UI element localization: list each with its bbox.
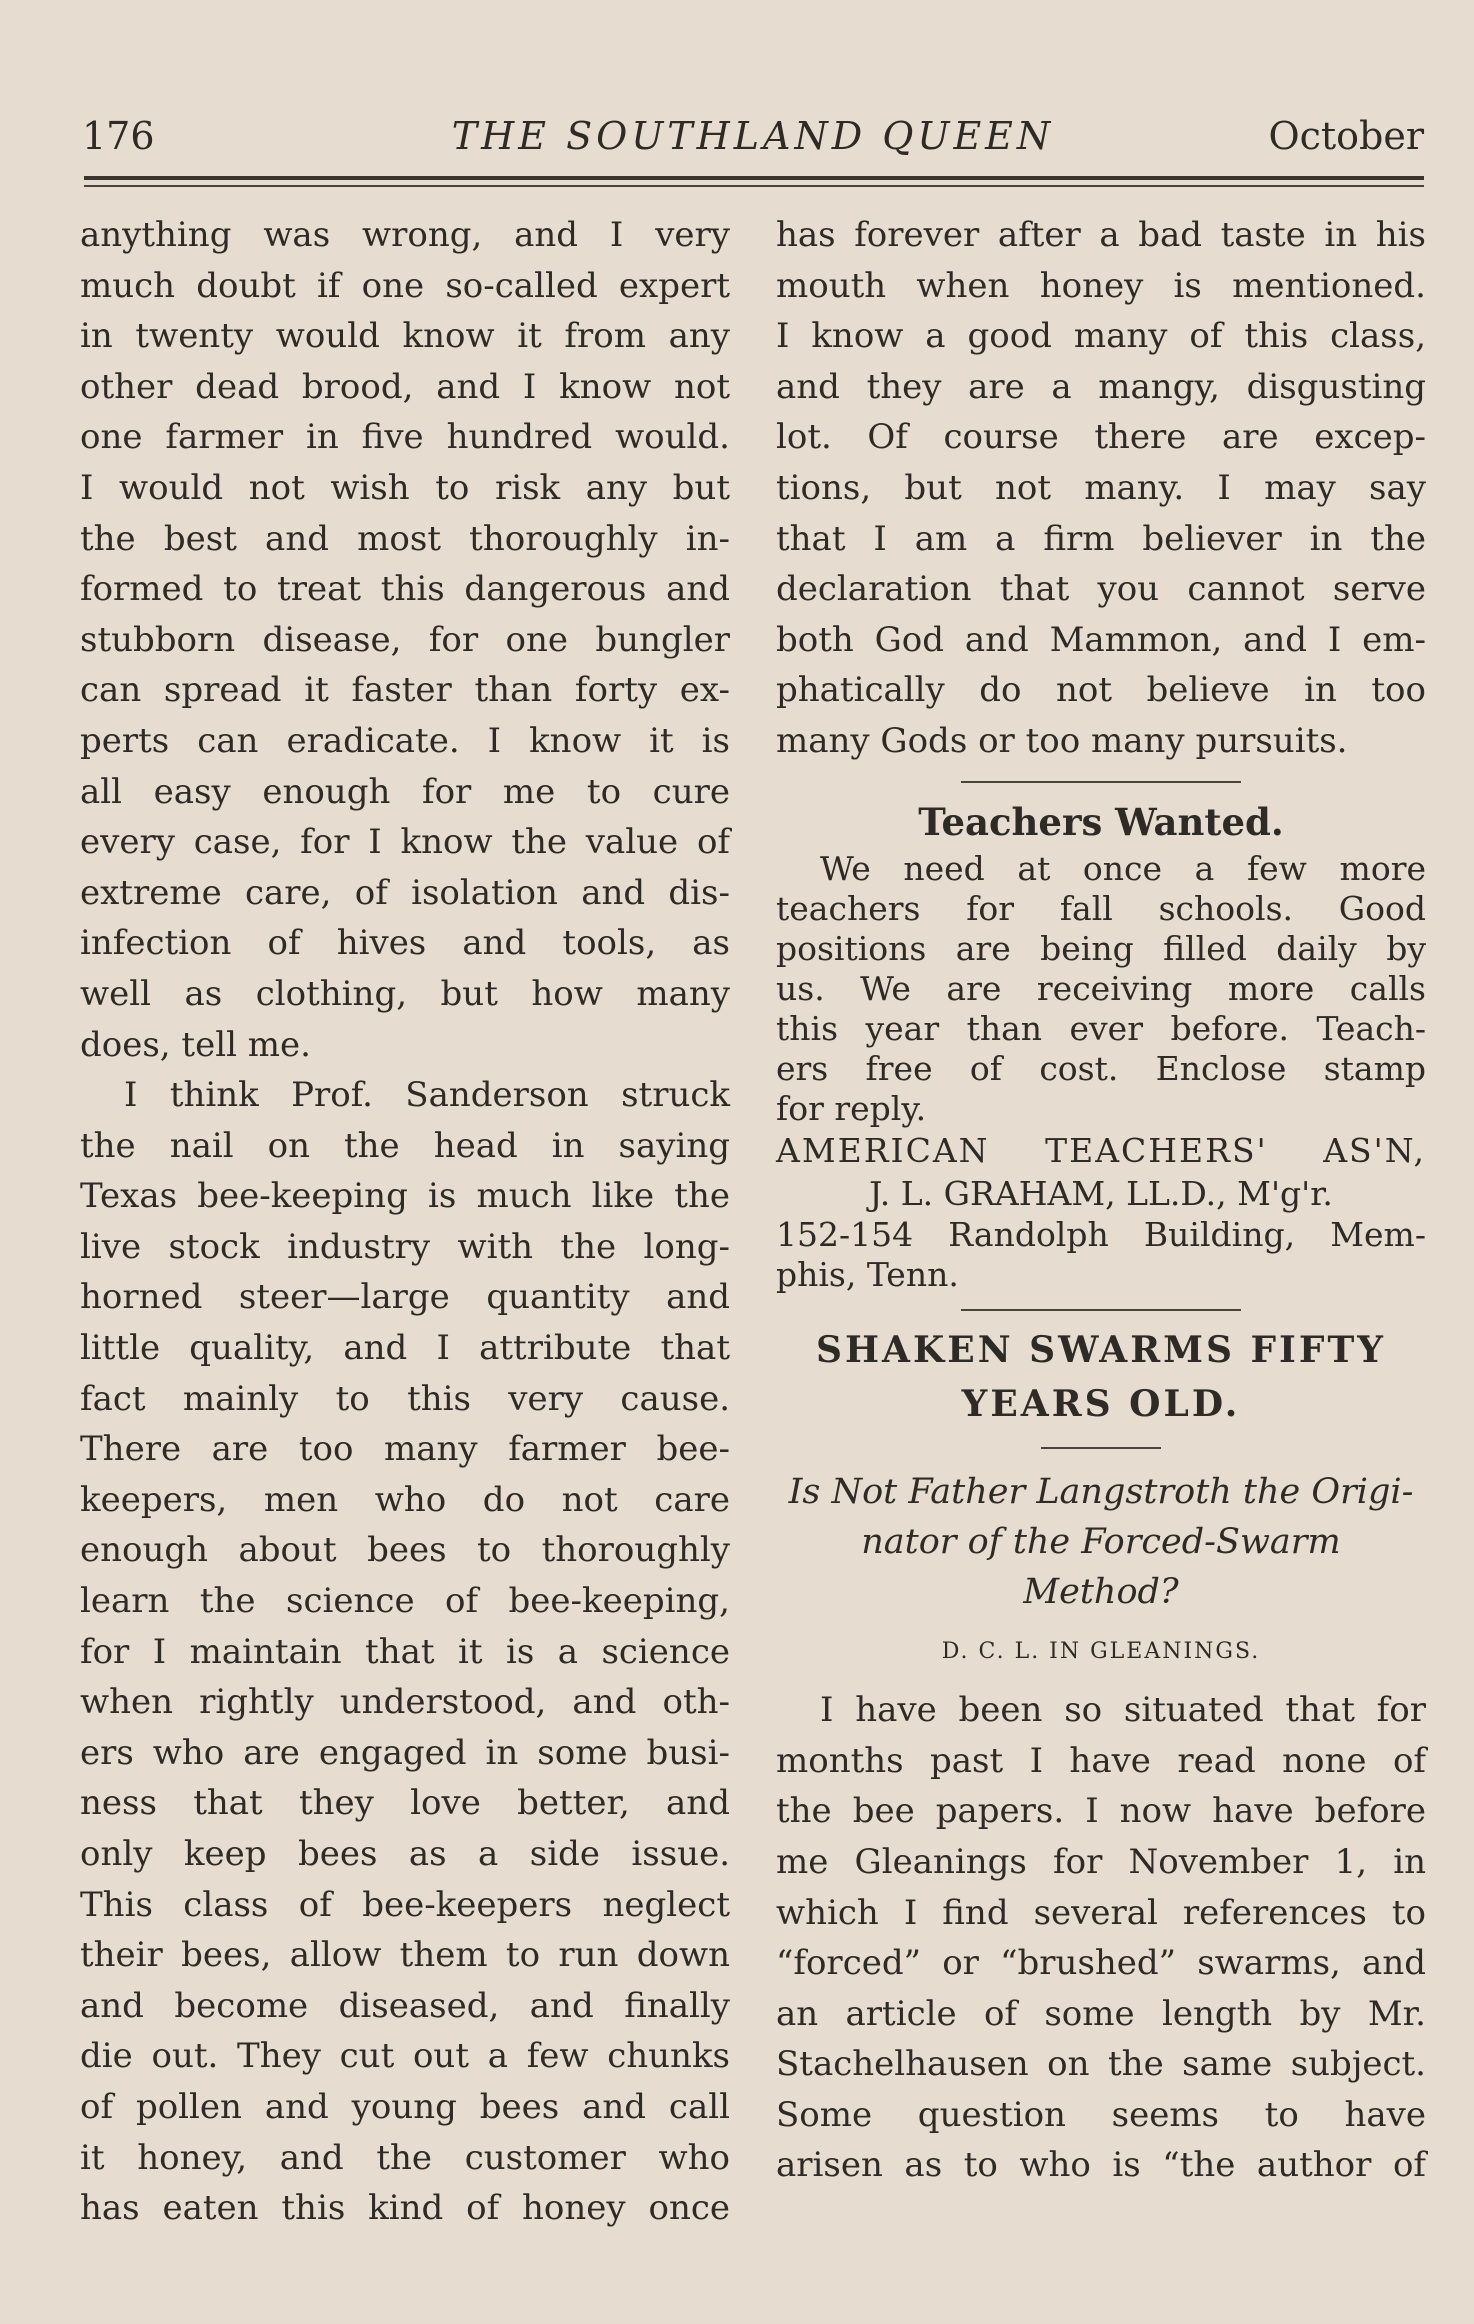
text-line: perts can eradicate. I know it is (80, 720, 730, 761)
text-line: much doubt if one so-called expert (80, 265, 730, 306)
ad-address-line: 152-154 Randolph Building, Mem- (776, 1214, 1426, 1254)
text-line: only keep bees as a side issue. (80, 1834, 730, 1874)
text-line: tions, but not many. I may say (776, 467, 1426, 508)
text-line: enough about bees to thoroughly (80, 1530, 730, 1571)
article-byline: D. C. L. IN GLEANINGS. (941, 1638, 1261, 1664)
text-line: it honey, and the customer who (80, 2137, 730, 2178)
section-divider (961, 1309, 1241, 1311)
text-line: both God and Mammon, and I em- (776, 619, 1426, 660)
text-line: I would not wish to risk any but (80, 467, 730, 508)
text-line: keepers, men who do not care (80, 1479, 730, 1520)
ad-line: for reply. (776, 1088, 927, 1128)
text-line: Some question seems to have (776, 2094, 1426, 2135)
text-line: can spread it faster than forty ex- (80, 670, 730, 711)
running-header (82, 108, 1424, 168)
text-line: one farmer in five hundred would. (80, 417, 730, 458)
text-line: has eaten this kind of honey once (80, 2188, 730, 2229)
text-line: live stock industry with the long- (80, 1226, 730, 1267)
text-line: phatically do not believe in too (776, 670, 1426, 711)
text-line: months past I have read none of (776, 1740, 1426, 1781)
issue-month: October (1268, 114, 1424, 158)
section-divider (961, 781, 1241, 783)
ad-line: positions are being filled daily by (776, 928, 1426, 968)
text-line: every case, for I know the value of (80, 822, 730, 863)
ad-line: us. We are receiving more calls (776, 968, 1426, 1008)
header-rule-thick (84, 176, 1424, 180)
text-line: arisen as to who is “the author of (776, 2145, 1426, 2186)
text-line: declaration that you cannot serve (776, 569, 1426, 610)
article-headline: SHAKEN SWARMS FIFTY (816, 1328, 1386, 1371)
ad-line: teachers for fall schools. Good (776, 888, 1426, 928)
left-column (80, 210, 730, 2234)
text-line: for I maintain that it is a science (80, 1631, 730, 1672)
text-line: their bees, allow them to run down (80, 1935, 730, 1976)
page-number: 176 (82, 114, 155, 158)
article-headline: YEARS OLD. (961, 1382, 1241, 1425)
text-line: which I find several references to (776, 1892, 1426, 1933)
journal-title: THE SOUTHLAND QUEEN (451, 114, 1055, 158)
text-line: mouth when honey is mentioned. (776, 265, 1426, 306)
article-subtitle (776, 1467, 1426, 1617)
ad-heading: Teachers Wanted. (918, 799, 1284, 844)
text-line: the best and most thoroughly in- (80, 518, 730, 559)
text-line: lot. Of course there are excep- (776, 417, 1426, 458)
text-line: I think Prof. Sanderson struck (124, 1075, 730, 1116)
text-line: me Gleanings for November 1, in (776, 1841, 1426, 1882)
text-line: horned steer—large quantity and (80, 1277, 730, 1318)
text-line: when rightly understood, and oth- (80, 1682, 730, 1723)
headline-divider (1041, 1447, 1161, 1449)
text-line: learn the science of bee-keeping, (80, 1581, 730, 1622)
ad-body (776, 849, 1426, 1295)
subtitle-line: nator of the Forced-Swarm (861, 1521, 1341, 1562)
ad-line: this year than ever before. Teach- (776, 1008, 1426, 1048)
text-line: does, tell me. (80, 1024, 311, 1065)
text-line: anything was wrong, and I very (80, 215, 730, 255)
text-line: the bee papers. I now have before (776, 1791, 1426, 1832)
ad-manager: J. L. GRAHAM, LL.D., M'g'r. (869, 1173, 1333, 1213)
text-line: that I am a firm believer in the (776, 518, 1426, 559)
text-line: an article of some length by Mr. (776, 1993, 1426, 2034)
text-line: stubborn disease, for one bungler (80, 619, 730, 660)
text-line: This class of bee-keepers neglect (80, 1884, 730, 1925)
text-line: fact mainly to this very cause. (80, 1378, 730, 1419)
text-line: die out. They cut out a few chunks (80, 2036, 730, 2077)
article (776, 1325, 1426, 2192)
text-line: extreme care, of isolation and dis- (80, 872, 730, 913)
text-line: has forever after a bad taste in his (776, 215, 1426, 255)
text-line: of pollen and young bees and call (80, 2086, 730, 2127)
text-line: all easy enough for me to cure (80, 771, 730, 812)
text-line: “forced” or “brushed” swarms, and (776, 1943, 1426, 1984)
text-line: infection of hives and tools, as (80, 923, 730, 964)
ad-association: AMERICAN TEACHERS' AS'N, (776, 1130, 1426, 1170)
text-line: and they are a mangy, disgusting (776, 366, 1426, 407)
subtitle-line: Is Not Father Langstroth the Origi- (788, 1471, 1414, 1512)
subtitle-line: Method? (1023, 1571, 1179, 1612)
text-line: the nail on the head in saying (80, 1125, 730, 1166)
ad-address-line: phis, Tenn. (776, 1254, 959, 1294)
text-line: in twenty would know it from any (80, 316, 730, 357)
text-line: other dead brood, and I know not (80, 366, 730, 407)
text-line: I know a good many of this class, (776, 316, 1426, 357)
text-line: many Gods or too many pursuits. (776, 720, 1348, 761)
header-rule-thin (84, 185, 1424, 187)
text-line: little quality, and I attribute that (80, 1328, 730, 1369)
text-line: ness that they love better, and (80, 1783, 730, 1824)
text-line: Texas bee-keeping is much like the (80, 1176, 730, 1217)
text-line: I have been so situated that for (820, 1690, 1426, 1731)
right-column (776, 210, 1426, 2191)
text-line: formed to treat this dangerous and (80, 569, 730, 610)
text-line: Stachelhausen on the same subject. (776, 2044, 1426, 2085)
ad-line: We need at once a few more (820, 848, 1426, 888)
text-line: and become diseased, and finally (80, 1985, 730, 2026)
text-line: ers who are engaged in some busi- (80, 1732, 730, 1773)
text-line: well as clothing, but how many (80, 973, 730, 1014)
advertisement (776, 797, 1426, 1295)
text-line: There are too many farmer bee- (80, 1429, 730, 1470)
ad-line: ers free of cost. Enclose stamp (776, 1048, 1426, 1088)
